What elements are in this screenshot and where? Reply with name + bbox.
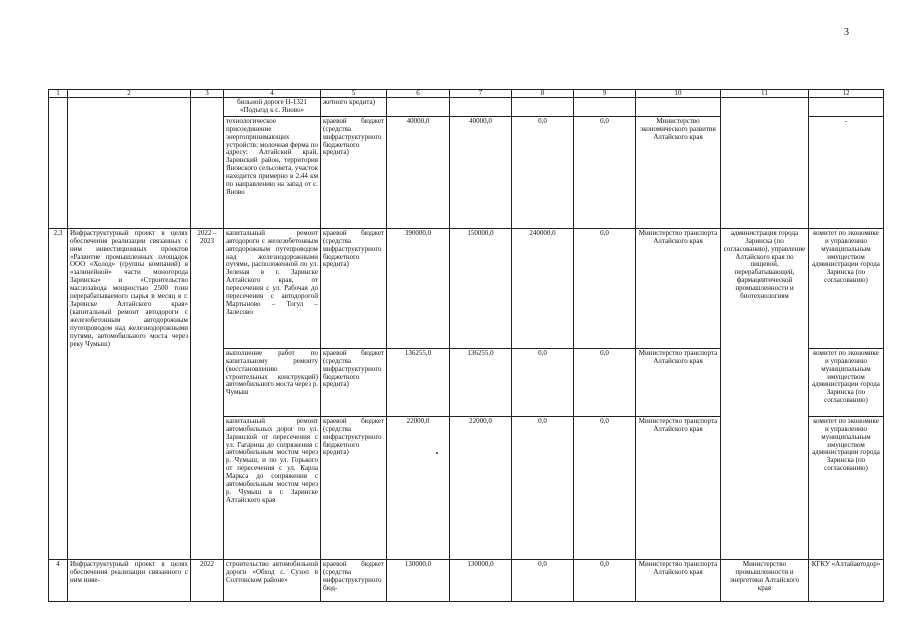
cell-activity: бильной дороге Н-1321 «Подъезд к с. Яново» (224, 98, 321, 117)
cell-activity: капитальный ремонт автомобильных дорог по ул. Заринской от пересечения с ул. Гагарина до сопряжения с автомобильным мостом через р. Чумыш, и по ул. Горького от пересечения с ул. Карла Маркса до сопряжения с автомобильным мостом через р. Чумыш в г. Заринске Алтайского края (224, 416, 321, 559)
cell-project: Инфраструктурный проект в целях обеспечения реализации связанных с ним инвестиционных проектов «Развитие промышленных площадок ООО «Холод» (группы компаний) в «залинейной» части моногорода Заринска» и «Строительство маслозавода мощностью 2500 тонн перерабатываемого сырья в месяц в г. Заринске Алтайского края» (капитальный ремонт автодороги с железобетонным автодорожным путепроводом над железнодорожными путями, автомобильного моста через реку Чумыш) (68, 228, 191, 559)
cell-source: краевой бюджет (средства инфраструктурного бюджетного кредита) (321, 228, 387, 348)
header-cell: 4 (224, 90, 321, 98)
cell-empty (574, 98, 636, 117)
cell-activity: капитальный ремонт автодороги с железобетонным автодорожным путепроводом над железнодорожными путями, расположенной по ул. Зеленая в г. Заринске Алтайского края, от пересечения с ул. Рабочая до пересечения с автодорогой Мартыново – Тогул – Залесово (224, 228, 321, 348)
table-row (49, 98, 884, 117)
header-cell: 5 (321, 90, 387, 98)
cell-amount-2023: 0,0 (512, 116, 574, 228)
cell-empty (387, 98, 450, 117)
table-row (49, 559, 884, 601)
header-cell: 9 (574, 90, 636, 98)
cell-participants: Министерство промышленности и энергетики Алтайского края (721, 559, 809, 601)
table-header-row (49, 90, 884, 98)
cell-empty (636, 98, 721, 117)
cell-amount-total: 390000,0 (387, 228, 450, 348)
program-table (48, 89, 884, 602)
cell-years: 2022 – 2023 (191, 228, 224, 559)
header-cell: 3 (191, 90, 224, 98)
cell-empty (191, 98, 224, 229)
header-cell: 8 (512, 90, 574, 98)
table-row (49, 228, 884, 348)
cell-coexecutor: комитет по экономике и управлению муниципальным имуществом администрации города Заринска (по согласованию) (809, 416, 884, 559)
cell-responsible: Министерство транспорта Алтайского края (636, 228, 721, 348)
cell-source: краевой бюджет (средства инфраструктурного бюд- (321, 559, 387, 601)
cell-coexecutor: комитет по экономике и управлению муниципальным имуществом администрации города Заринска (по согласованию) (809, 348, 884, 416)
cell-amount-2023: 240000,0 (512, 228, 574, 348)
cell-responsible: Министерство экономического развития Алтайского края (636, 116, 721, 228)
cell-responsible: Министерство транспорта Алтайского края (636, 348, 721, 416)
header-cell: 11 (721, 90, 809, 98)
cell-amount-2022: 22000,0 (450, 416, 512, 559)
cell-empty (512, 98, 574, 117)
cell-empty (49, 98, 68, 229)
cell-years: 2022 (191, 559, 224, 601)
cell-responsible: Министерство транспорта Алтайского края (636, 416, 721, 559)
cell-coexecutor: комитет по экономике и управлению муниципальным имуществом администрации города Заринска (по согласованию) (809, 228, 884, 348)
cell-amount-2023: 0,0 (512, 416, 574, 559)
page-number: 3 (844, 27, 849, 38)
cell-project: Инфраструктурный проект в целях обеспечения реализации связанного с ним инве- (68, 559, 191, 601)
cell-amount-total: 136255,0 (387, 348, 450, 416)
header-cell: 12 (809, 90, 884, 98)
cell-responsible: Министерство транспорта Алтайского края (636, 559, 721, 601)
cell-empty (450, 98, 512, 117)
cell-source: жетного кредита) (321, 98, 387, 117)
cell-source: краевой бюджет (средства инфраструктурного бюджетного кредита) (321, 348, 387, 416)
cell-row-number: 4 (49, 559, 68, 601)
cell-amount-total: 40000,0 (387, 116, 450, 228)
cell-activity: технологическое присоединение энергопринимающих устройств: молочная ферма по адресу: Алтайский край, Заринский район, территория Яновского сельсовета, участок находится примерно в 2,44 км по направлению на запад от с. Яново (224, 116, 321, 228)
cell-amount-2024: 0,0 (574, 228, 636, 348)
cell-row-number: 2,3 (49, 228, 68, 559)
cell-empty (809, 98, 884, 117)
cell-amount-2024: 0,0 (574, 116, 636, 228)
cell-activity: строительство автомобильной дороги «Обход с. Сузоп в Солтонском районе» (224, 559, 321, 601)
cell-coexecutor: КГКУ «Алтайавтодор» (809, 559, 884, 601)
cell-coexecutor: - (809, 116, 884, 228)
cell-source: краевой бюджет (средства инфраструктурного бюджетного кредита) (321, 416, 387, 559)
cell-participants: администрация города Заринска (по согласованию), управление Алтайского края по пищевой, перерабатывающей, фармацевтической промышленности и биотехнологиям (721, 228, 809, 559)
header-cell: 1 (49, 90, 68, 98)
cell-amount-total: 130000,0 (387, 559, 450, 601)
cell-amount-2022: 40000,0 (450, 116, 512, 228)
header-cell: 2 (68, 90, 191, 98)
cell-empty (68, 98, 191, 229)
cell-amount-2024: 0,0 (574, 416, 636, 559)
scan-speck (436, 452, 438, 454)
cell-empty (721, 98, 809, 229)
cell-amount-2022: 150000,0 (450, 228, 512, 348)
header-cell: 7 (450, 90, 512, 98)
cell-amount-2022: 136255,0 (450, 348, 512, 416)
cell-amount-2022: 130000,0 (450, 559, 512, 601)
cell-source: краевой бюджет (средства инфраструктурного бюджетного кредита) (321, 116, 387, 228)
cell-amount-2024: 0,0 (574, 559, 636, 601)
cell-amount-2023: 0,0 (512, 348, 574, 416)
header-cell: 10 (636, 90, 721, 98)
header-cell: 6 (387, 90, 450, 98)
cell-amount-total: 22000,0 (387, 416, 450, 559)
cell-amount-2023: 0,0 (512, 559, 574, 601)
cell-amount-2024: 0,0 (574, 348, 636, 416)
cell-activity: выполнение работ по капитальному ремонту (восстановлению строительных конструкций) автомобильного моста через р. Чумыш (224, 348, 321, 416)
